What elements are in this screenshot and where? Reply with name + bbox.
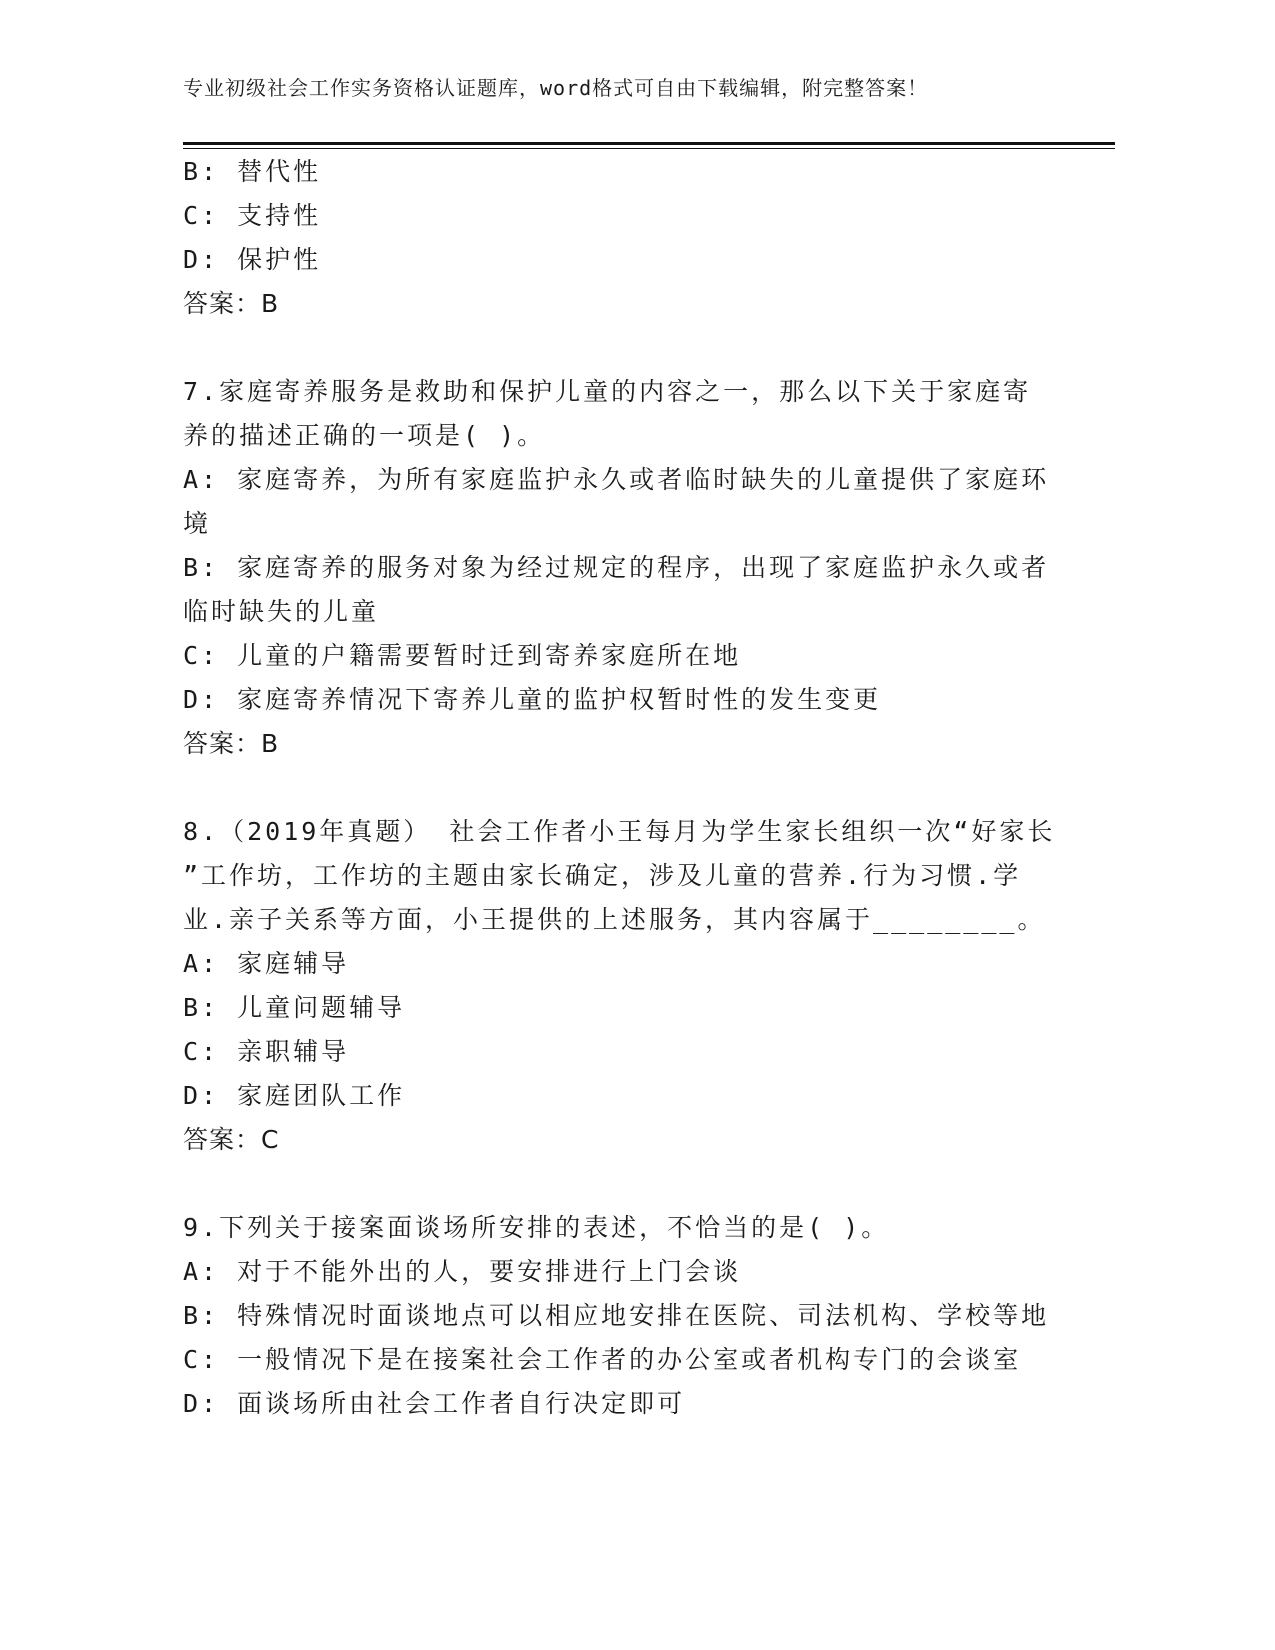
question-8-option-d: D: 家庭团队工作 bbox=[183, 1081, 406, 1110]
header-divider-thin bbox=[183, 148, 1115, 149]
question-9-option-b: B: 特殊情况时面谈地点可以相应地安排在医院、司法机构、学校等地 bbox=[183, 1301, 1050, 1330]
question-7-answer: 答案：B bbox=[183, 729, 280, 758]
question-8-option-b: B: 儿童问题辅导 bbox=[183, 993, 406, 1022]
question-9-option-c: C: 一般情况下是在接案社会工作者的办公室或者机构专门的会谈室 bbox=[183, 1345, 1022, 1374]
question-6-option-d: D: 保护性 bbox=[183, 245, 322, 274]
question-7-option-a-line2: 境 bbox=[183, 509, 212, 538]
question-8-stem-line3: 业.亲子关系等方面，小王提供的上述服务，其内容属于________。 bbox=[183, 905, 1046, 934]
question-9-option-d: D: 面谈场所由社会工作者自行决定即可 bbox=[183, 1389, 686, 1418]
question-9-stem: 9.下列关于接案面谈场所安排的表述，不恰当的是( )。 bbox=[183, 1213, 890, 1242]
question-7 bbox=[183, 370, 1083, 766]
spacer bbox=[183, 326, 1083, 370]
question-7-option-d: D: 家庭寄养情况下寄养儿童的监护权暂时性的发生变更 bbox=[183, 685, 882, 714]
question-7-option-b-line1: B: 家庭寄养的服务对象为经过规定的程序，出现了家庭监护永久或者 bbox=[183, 553, 1050, 582]
spacer bbox=[183, 766, 1083, 810]
question-7-stem-line2: 养的描述正确的一项是( )。 bbox=[183, 421, 546, 450]
question-8-stem-line1: 8.（2019年真题） 社会工作者小王每月为学生家长组织一次“好家长 bbox=[183, 817, 1056, 846]
question-9-option-a: A: 对于不能外出的人，要安排进行上门会谈 bbox=[183, 1257, 742, 1286]
question-8-stem-line2: ”工作坊，工作坊的主题由家长确定，涉及儿童的营养.行为习惯.学 bbox=[183, 861, 1022, 890]
page-header: 专业初级社会工作实务资格认证题库，word格式可自由下载编辑，附完整答案！ bbox=[183, 76, 929, 100]
question-7-option-a-line1: A: 家庭寄养，为所有家庭监护永久或者临时缺失的儿童提供了家庭环 bbox=[183, 465, 1050, 494]
question-7-option-b-line2: 临时缺失的儿童 bbox=[183, 597, 380, 626]
question-8-answer: 答案：C bbox=[183, 1125, 280, 1154]
question-6-answer: 答案：B bbox=[183, 289, 280, 318]
question-7-stem-line1: 7.家庭寄养服务是救助和保护儿童的内容之一，那么以下关于家庭寄 bbox=[183, 377, 1032, 406]
question-6 bbox=[183, 150, 1083, 326]
question-8-option-c: C: 亲职辅导 bbox=[183, 1037, 350, 1066]
question-7-option-c: C: 儿童的户籍需要暂时迁到寄养家庭所在地 bbox=[183, 641, 742, 670]
question-8 bbox=[183, 810, 1083, 1162]
header-divider-thick bbox=[183, 142, 1115, 145]
question-6-option-b: B: 替代性 bbox=[183, 157, 322, 186]
question-9 bbox=[183, 1206, 1083, 1426]
spacer bbox=[183, 1162, 1083, 1206]
question-8-option-a: A: 家庭辅导 bbox=[183, 949, 350, 978]
question-6-option-c: C: 支持性 bbox=[183, 201, 322, 230]
question-content bbox=[183, 150, 1083, 1426]
